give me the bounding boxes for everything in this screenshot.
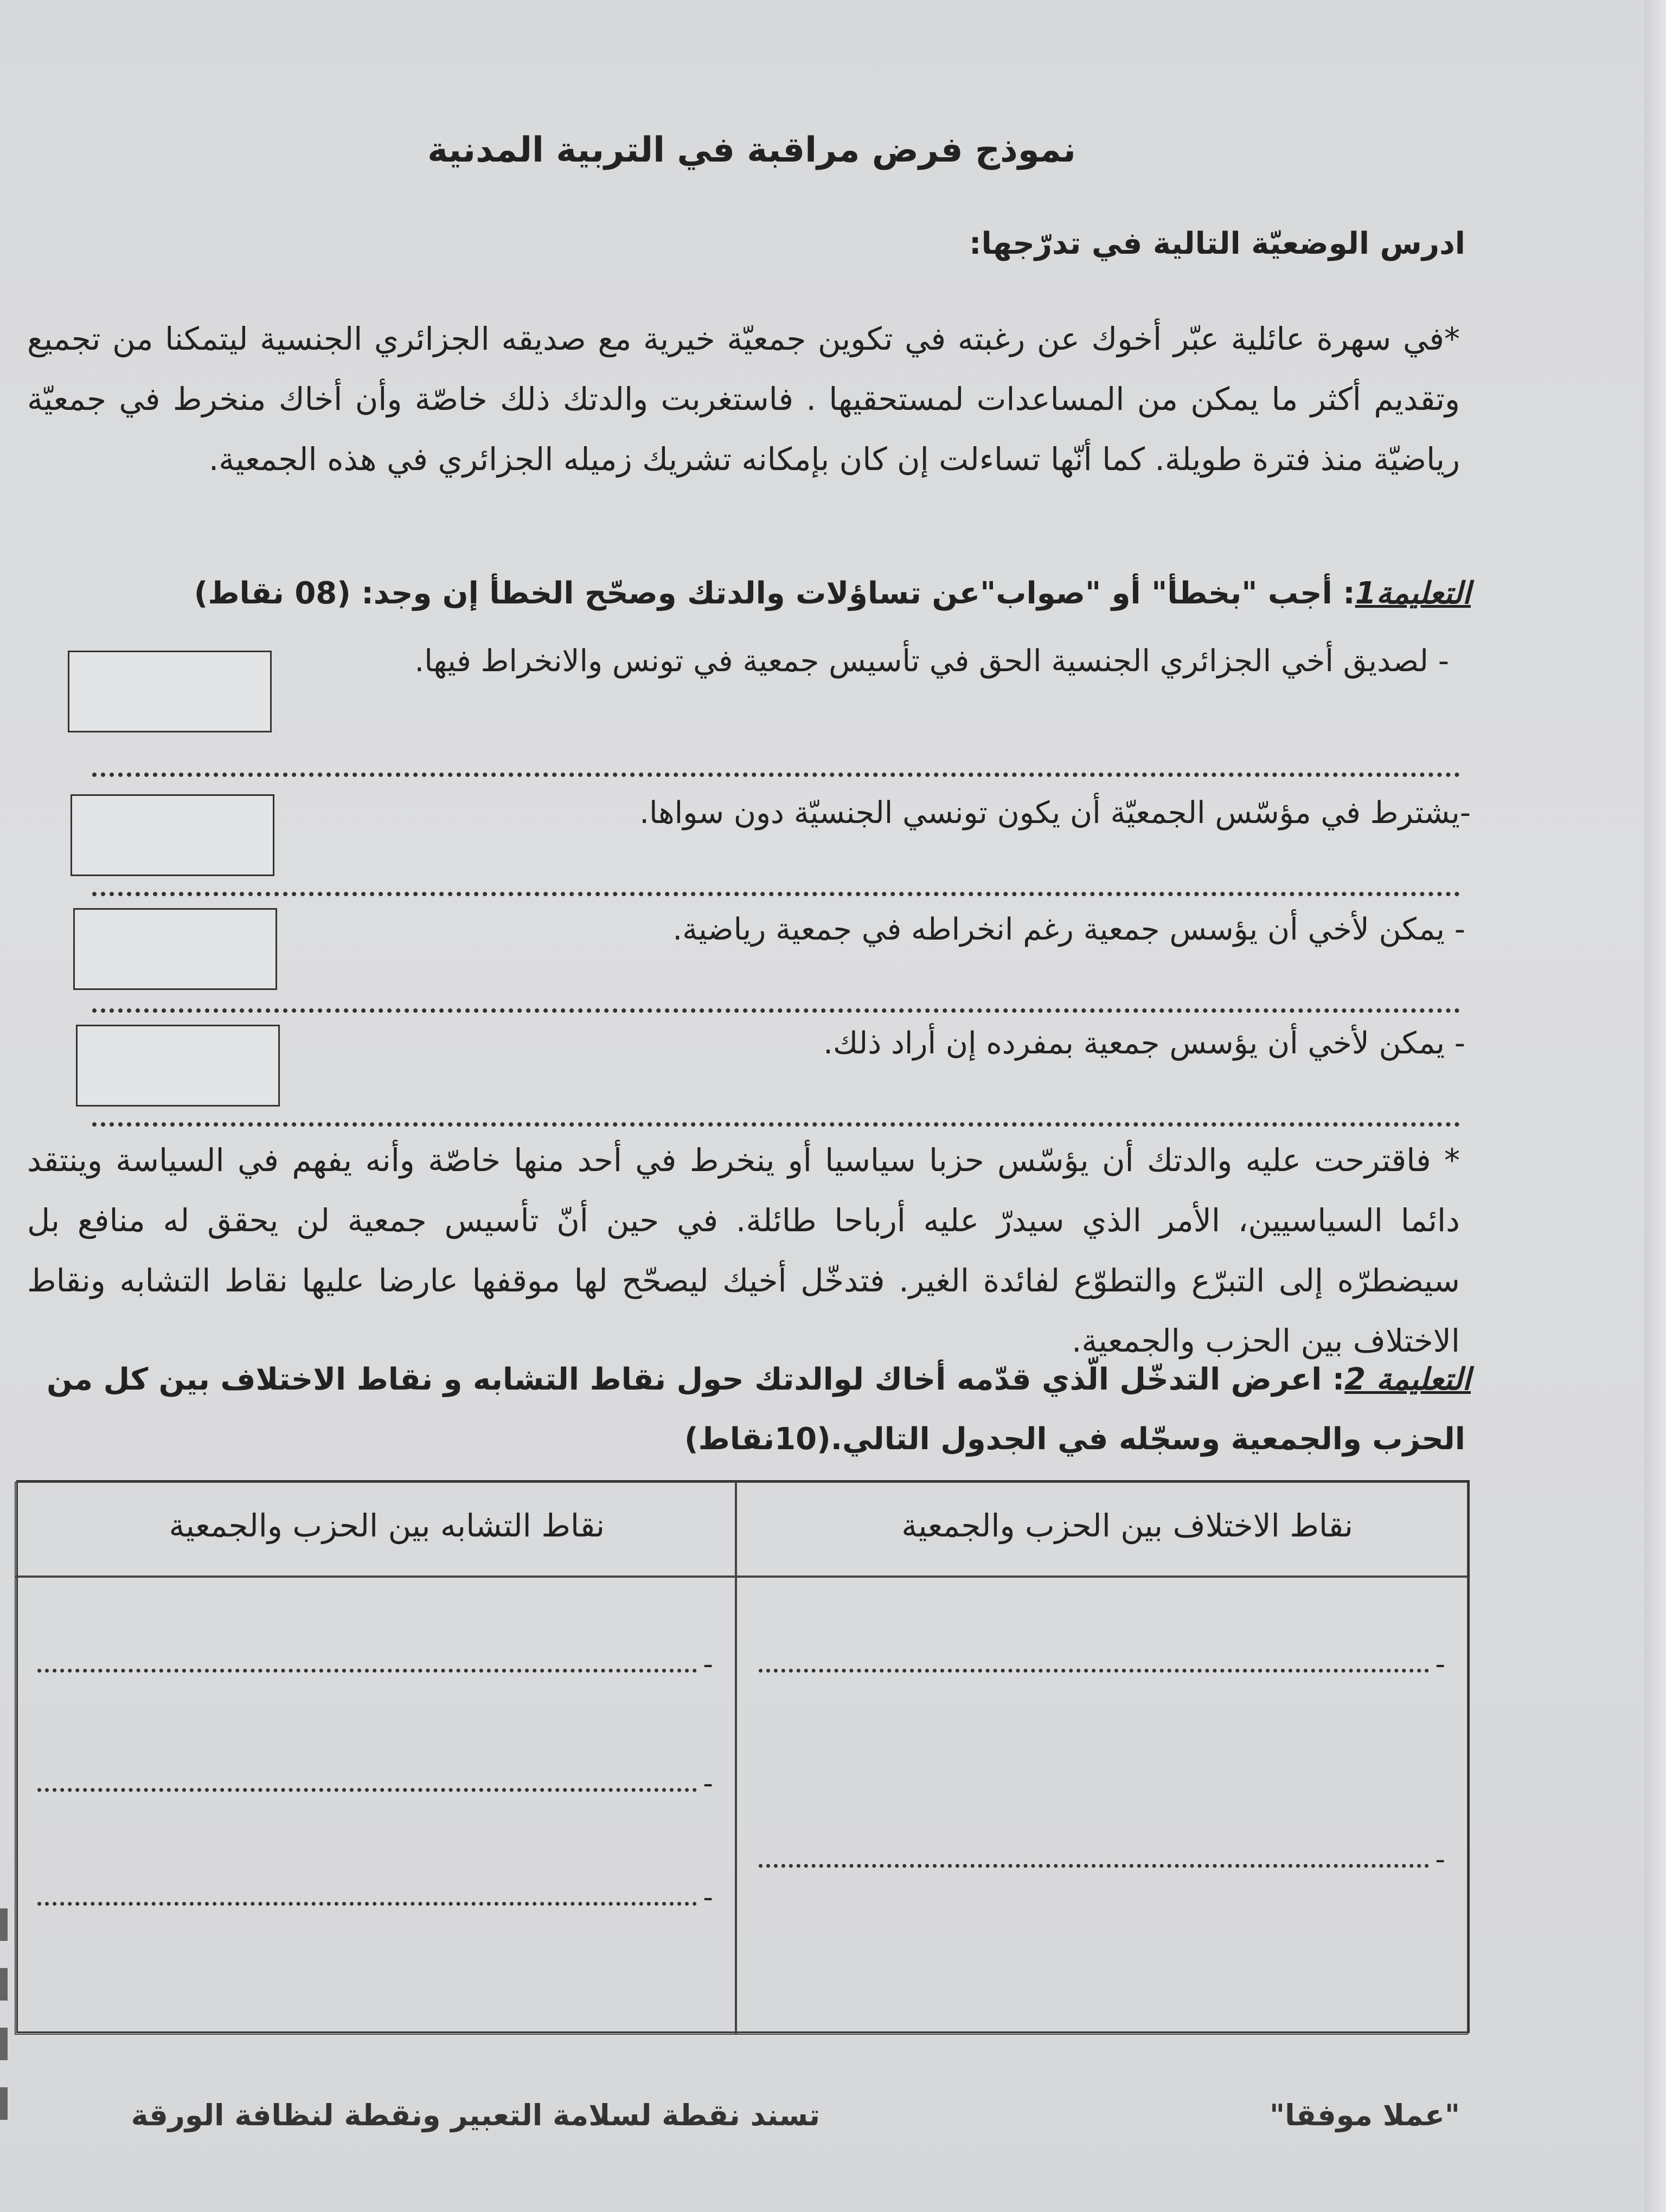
comparison-table — [16, 1480, 1470, 2033]
task1-text: : أجب "بخطأ" أو "صواب"عن تساؤلات والدتك وصحّح الخطأ إن وجد: (08 نقاط) — [194, 576, 1355, 611]
similarities-entry-1[interactable]: - — [37, 1648, 713, 1681]
answer-box-1[interactable] — [68, 651, 272, 732]
correction-line-2[interactable] — [92, 892, 1460, 896]
correction-line-3[interactable] — [92, 1008, 1460, 1013]
answer-box-2[interactable] — [71, 794, 274, 876]
task2-line2: الحزب والجمعية وسجّله في الجدول التالي.(10نقاط) — [684, 1422, 1465, 1457]
similarities-cell[interactable] — [15, 1577, 736, 2035]
statement-3: - يمكن لأخي أن يؤسس جمعية رغم انخراطه في جمعية رياضية. — [672, 912, 1465, 947]
paper-edge-shadow — [1644, 0, 1666, 2212]
statement-2: -يشترط في مؤسّس الجمعيّة أن يكون تونسي الجنسيّة دون سواها. — [639, 795, 1471, 831]
similarities-entry-2[interactable]: - — [37, 1767, 713, 1800]
correction-line-1[interactable] — [92, 773, 1460, 777]
similarities-entry-3[interactable]: - — [37, 1881, 713, 1914]
differences-entry-2[interactable]: - — [759, 1843, 1445, 1876]
header-differences: نقاط الاختلاف بين الحزب والجمعية — [736, 1482, 1468, 1577]
differences-entry-1[interactable]: - — [759, 1648, 1445, 1681]
correction-line-4[interactable] — [92, 1122, 1460, 1127]
task2-label: التعليمة 2 — [1344, 1362, 1471, 1397]
task2-heading — [47, 1361, 1471, 1399]
answer-box-4[interactable] — [76, 1025, 280, 1107]
differences-cell[interactable] — [736, 1577, 1468, 2035]
footer-wish: "عملا موفقا" — [1270, 2098, 1460, 2132]
instruction-heading: ادرس الوضعيّة التالية في تدرّجها: — [969, 226, 1465, 261]
task2-line1: : اعرض التدخّل الّذي قدّمه أخاك لوالدتك حول نقاط التشابه و نقاط الاختلاف بين كل من — [47, 1362, 1345, 1397]
task1-heading — [194, 575, 1471, 613]
header-similarities: نقاط التشابه بين الحزب والجمعية — [15, 1482, 736, 1577]
footer-grading-note: تسند نقطة لسلامة التعبير ونقطة لنظافة الورقة — [131, 2098, 820, 2132]
statement-4: - يمكن لأخي أن يؤسس جمعية بمفرده إن أراد ذلك. — [823, 1026, 1465, 1061]
answer-box-3[interactable] — [73, 908, 277, 990]
binding-marks — [0, 1908, 8, 2136]
situation-paragraph-1: *في سهرة عائلية عبّر أخوك عن رغبته في تكوين جمعيّة خيرية مع صديقه الجزائري الجنسية ليتمكنا من تجميع وتقديم أكثر ما يمكن من المساعدات لمستحقيها . فاستغربت والدتك ذلك خاصّة وأن أخاك منخرط في جمعيّة رياضيّة منذ فترة طويلة. كما أنّها تساءلت إن كان بإمكانه تشريك زميله الجزائري في هذه الجمعية. — [27, 320, 1460, 478]
task1-label: التعليمة1 — [1355, 576, 1471, 611]
situation-paragraph-2: * فاقترحت عليه والدتك أن يؤسّس حزبا سياسيا أو ينخرط في أحد منها خاصّة وأنه يفهم في السياسة وينتقد دائما السياسيين، الأمر الذي سيدرّ عليه أرباحا طائلة. في حين أنّ تأسيس جمعية لن يحقق له منافع بل سيضطرّه إلى التبرّع والتطوّع لفائدة الغير. فتدخّل أخيك ليصحّح لها موقفها عارضا عليها نقاط التشابه ونقاط الاختلاف بين الحزب والجمعية. — [27, 1142, 1460, 1359]
exam-title: نموذج فرض مراقبة في التربية المدنية — [427, 130, 1076, 170]
statement-1: - لصديق أخي الجزائري الجنسية الحق في تأسيس جمعية في تونس والانخراط فيها. — [414, 644, 1449, 679]
